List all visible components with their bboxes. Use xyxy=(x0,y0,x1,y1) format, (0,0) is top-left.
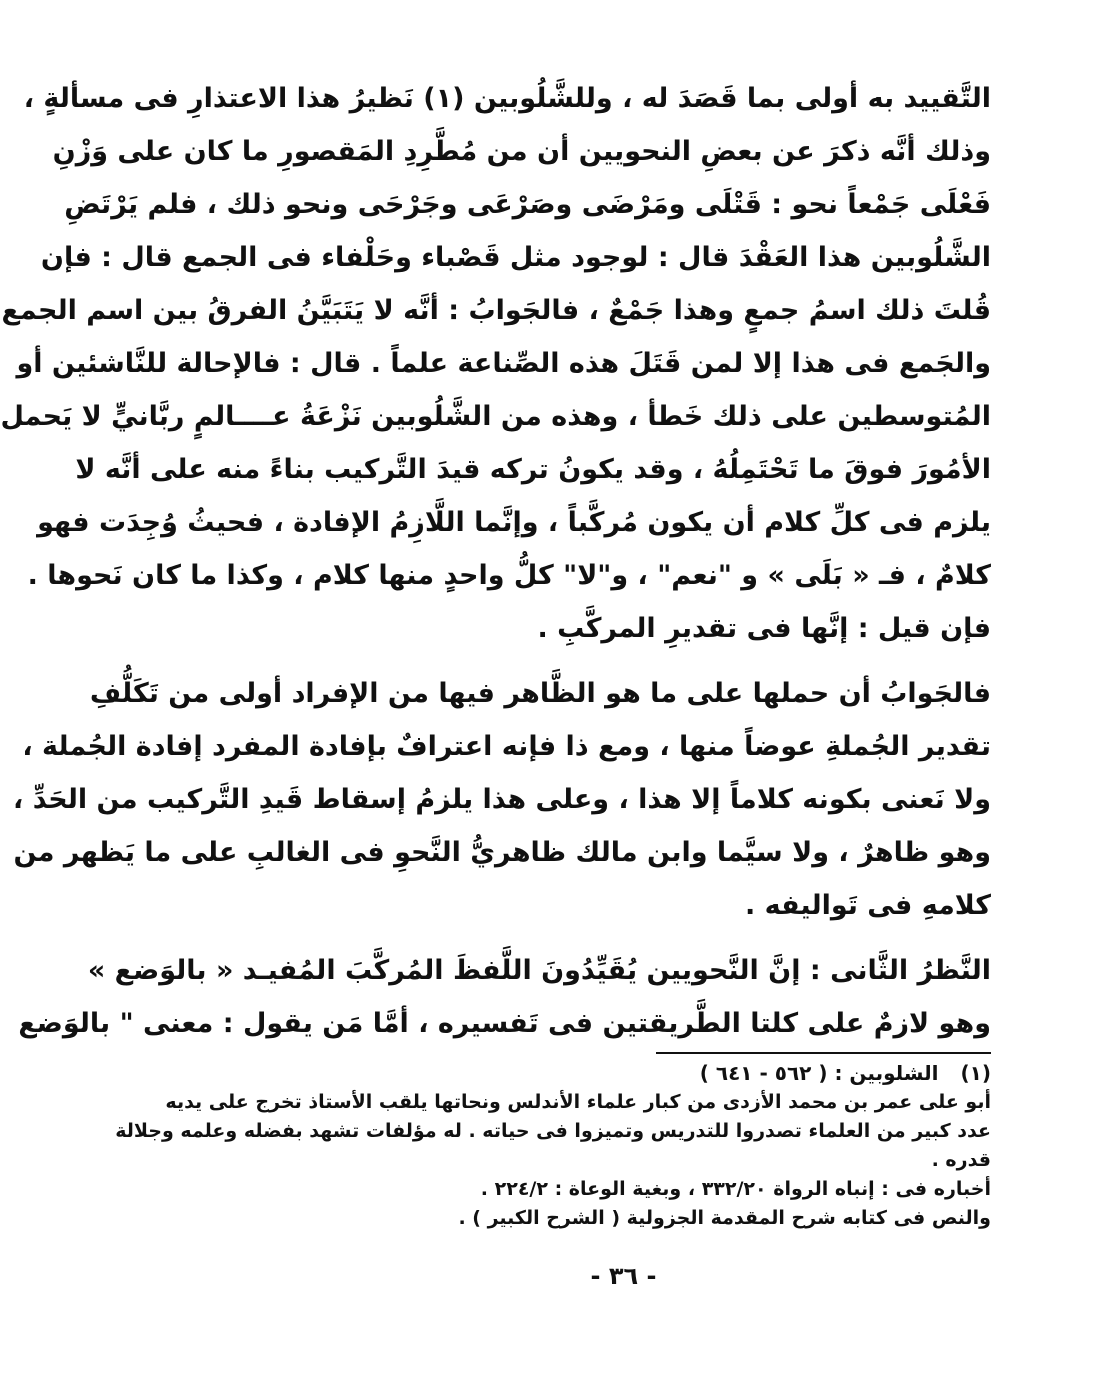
footnote-source: أخباره فى : إنباه الرواة ٣٣٢/٢٠ ، وبغية الوعاة : ٢٢٤/٢ . xyxy=(480,1178,991,1200)
text-line: قُلتَ ذلك اسمُ جمعٍ وهذا جَمْعٌ ، فالجَوابُ : أنَّه لا يَتَبَيَّنُ الفرقُ بين اسم الجمع xyxy=(1,295,991,326)
text-line: تقدير الجُملةِ عوضاً منها ، ومع ذا فإنه اعترافٌ بإفادة المفرد إفادة الجُملة ، xyxy=(22,731,991,762)
text-line: التَّقييد به أولى بما قَصَدَ له ، وللشَّلُوبين (١) نَظيرُ هذا الاعتذارِ فى مسألةٍ ، xyxy=(23,83,991,114)
footnote-divider xyxy=(656,1052,991,1054)
text-line: فإن قيل : إنَّها فى تقديرِ المركَّبِ . xyxy=(537,613,991,644)
text-line: وهو ظاهرٌ ، ولا سيَّما وابن مالك ظاهريُّ النَّحوِ فى الغالبِ على ما يَظهر من xyxy=(13,837,991,868)
footnote-line: أبو على عمر بن محمد الأزدى من كبار علماء الأندلس ونحاتها يلقب الأستاذ تخرج على يديه xyxy=(165,1091,991,1113)
footnote xyxy=(115,1058,991,1233)
text-line: الشَّلُوبين هذا العَقْدَ قال : لوجود مثل قَصْباء وحَلْفاء فى الجمع قال : فإن xyxy=(40,242,991,273)
footnote-heading: الشلوبين : ( ٥٦٢ - ٦٤١ ) xyxy=(699,1061,939,1085)
paragraph-2 xyxy=(13,667,991,932)
text-line: فالجَوابُ أن حملها على ما هو الظَّاهر فيها من الإفراد أولى من تَكَلُّفِ xyxy=(89,678,991,709)
main-text xyxy=(0,72,991,1050)
text-line: وهو لازمٌ على كلتا الطَّريقتين فى تَفسيره ، أمَّا مَن يقول : معنى " بالوَضع xyxy=(18,1008,991,1039)
paragraph-3 xyxy=(18,944,991,1050)
footnote-line: عدد كبير من العلماء تصدروا للتدريس وتميزوا فى حياته . له مؤلفات تشهد بفضله وعلمه وجلالة xyxy=(115,1120,991,1142)
text-line: النَّظرُ الثَّانى : إنَّ النَّحويين يُقَيِّدُونَ اللَّفظَ المُركَّبَ المُفيـد « بالوَضع » xyxy=(87,955,991,986)
footnote-marker: (١) xyxy=(960,1061,991,1085)
text-line: يلزم فى كلِّ كلام أن يكون مُركَّباً ، وإنَّما اللَّازِمُ الإفادة ، فحيثُ وُجِدَت فهو xyxy=(37,507,991,538)
text-line: كلامهِ فى تَواليفه . xyxy=(744,890,991,921)
document-page xyxy=(0,72,991,1233)
text-line: فَعْلَى جَمْعاً نحو : قَتْلَى ومَرْضَى وصَرْعَى وجَرْحَى ونحو ذلك ، فلم يَرْتَضِ xyxy=(64,189,991,220)
text-line: ولا نَعنى بكونه كلاماً إلا هذا ، وعلى هذا يلزمُ إسقاط قَيدِ التَّركيب من الحَدِّ ، xyxy=(13,784,991,815)
text-line: والجَمع فى هذا إلا لمن قَتَلَ هذه الصِّناعة علماً . قال : فالإحالة للنَّاشئين أو xyxy=(16,348,991,379)
page-number: - ٣٦ - xyxy=(590,1262,657,1290)
paragraph-1 xyxy=(0,72,991,655)
footnote-heading-row xyxy=(231,1058,991,1088)
text-line: الأمُورَ فوقَ ما تَحْتَمِلُهُ ، وقد يكونُ تركه قيدَ التَّركيب بناءً منه على أنَّه لا xyxy=(75,454,991,485)
text-line: وذلك أنَّه ذكرَ عن بعضِ النحويين أن من مُطَّرِدِ المَقصورِ ما كان على وَزْنِ xyxy=(52,136,991,167)
footnote-source: والنص فى كتابه شرح المقدمة الجزولية ( الشرح الكبير ) . xyxy=(458,1207,991,1229)
footnote-line: قدره . xyxy=(931,1149,991,1171)
text-line: المُتوسطين على ذلك خَطأ ، وهذه من الشَّلُوبين نَزْعَةُ عــــالمٍ ربَّانيٍّ لا يَحمل xyxy=(0,401,991,432)
text-line: كلامٌ ، فـ « بَلَى » و "نعم" ، و"لا" كلُّ واحدٍ منها كلام ، وكذا ما كان نَحوها . xyxy=(27,560,991,591)
